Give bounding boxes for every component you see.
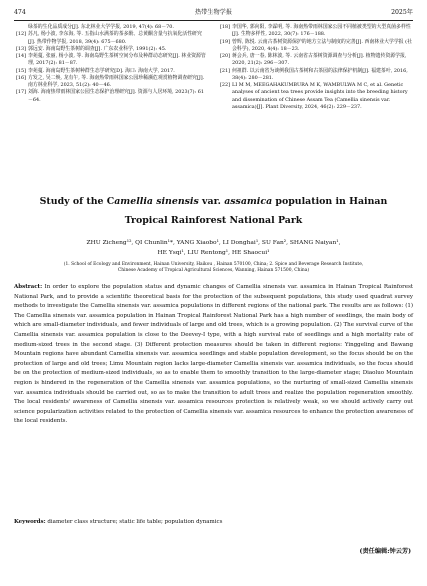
reference-text: LI M M, MEEGAHAKUMBURA M K, WAMBULWA M C, et al. Genetic analyses of ancient tea trees provide insights into the breeding history and dissemination of Chinese Assam Tea (Camellia sinensis var. assamica)[J]. Plant Diversity, 2024, 46(2): 229－237. (232, 82, 408, 110)
reference-number: [17] (16, 89, 27, 96)
author-list (20, 238, 407, 258)
affiliations (20, 262, 407, 275)
references-left-column (16, 24, 206, 104)
reference-item (220, 82, 415, 111)
reference-number: [22] (220, 82, 231, 88)
authors-line-2: HE Ysqi¹, LIU Rentong¹, HE Shaocui¹ (157, 250, 270, 256)
reference-item (16, 31, 206, 46)
reference-item (16, 53, 206, 68)
reference-number: [13] (16, 45, 27, 52)
paper-title (14, 192, 413, 230)
page-number: 474 (14, 9, 26, 16)
reference-item (16, 75, 206, 90)
affiliation-line-1: (1. School of Ecology and Environment, Hainan University, Haikou , Hainan 570100, China; 2. Spice and Beverage Research Institute, (63, 262, 364, 267)
reference-text: 苏凡, 杨小波, 李东海, 等. 五指山水满茶的茶多酚、总黄酮含量与抗氧化活性研究[J]. 热带作物学报, 2018, 39(4): 675－680. (28, 31, 202, 45)
reference-item (16, 68, 206, 75)
reference-number: [21] (220, 67, 231, 74)
reference-number: [12] (16, 31, 27, 38)
reference-text: 曾辉, 陈悦. 云南古茶树资源保护的地方立法与制度的完善[J]. 西南林业大学学报 (社会科学), 2020, 4(4): 18－23. (232, 38, 412, 52)
reference-number: [16] (16, 74, 27, 81)
reference-item (220, 68, 415, 83)
running-header (14, 8, 413, 20)
reference-text: 郭远安. 海南岛野生茶树的调查[J]. 广东农业科学, 1991(2): 45. (28, 45, 167, 52)
reference-item (16, 89, 206, 104)
abstract-text: In order to explore the population status and dynamic changes of Camellia sinensis var. assamica in Hainan Tropical Rainforest National Park, and to provide a scientific theoretical basis for the protection of the subsequent populations, this study used quadrat survey methods to investigate the Camellia sinensis var. assamica populations in different regions of the national park. The results are as follows: (1) The Camellia sinensis var. assamica population in Hainan Tropical Rainforest National Park has a high number of seedlings, the main body of which are small-diameter individuals, and fewer individuals of large and old trees, which is a growing population. (2) The survival curve of the Camellia sinensis var. assamica population is close to the Deevey-I type, with a high survival rate of seedlings and a high mortality rate of medium-sized trees in the second stage. (3) Different protection measures should be taken in different regions: Yinggeling and Bawang Mountain regions have abundant Camellia sinensis var. assamica seedlings and stable population development, so the focus should be on the protection of large and old trees; Limu Mountain region lacks large-diameter Camellia sinensis var. assamica individuals, so the focus should be on the protection of medium-sized individuals, so as to enable them to smoothly transition to the large-diameter stage; Diaoluo Mountain region is hindered in the regeneration of the Camellia sinensis var. assamica populations, so the nurturing of small-sized Camellia sinensis var. assamica individuals should be carried out, so as to make the transition to adult trees and realize the population regeneration smoothly. The local residents' awareness of Camellia sinensis var. assamica resources protection is relatively weak, so we should actively carry out science popularization activities related to the protection of Camellia sinensis var. assamica resources to enhance the protection awareness of the local residents. (14, 284, 413, 425)
title-line-2: Tropical Rainforest National Park (124, 215, 303, 226)
abstract (14, 283, 413, 427)
reference-number: [20] (220, 53, 231, 59)
authors-line-1: ZHU Zicheng¹², QI Chunlin¹*, YANG Xiaobo¹, LI Donghai¹, SU Fan², SHANG Naiyan¹, (86, 240, 341, 246)
keywords-label: Keywords: (14, 519, 46, 525)
responsible-editor: (责任编辑:钟云芳) (359, 548, 411, 555)
reference-number: [18] (220, 24, 231, 30)
affiliation-line-2: Chinese Academy of Tropical Agricultural Sciences, Wanning, Hainan 571500, China) (117, 268, 310, 274)
reference-text: 刘海. 海南热带雨林国家公园生态保护治理研究[J]. 资源与人居环境, 2023(7): 61－64. (28, 89, 204, 103)
references-right-column (220, 24, 415, 111)
reference-number: [19] (220, 38, 231, 45)
title-line-1: Study of the Camellia sinensis var. assamica population in Hainan (39, 196, 388, 207)
reference-text: 方发之, 吴二焕, 龙有午, 等. 海南热带雨林国家公园珍稀濒危观赏植物调查研究[J]. 南方林业科学, 2023, 51(2): 40－46. (28, 74, 205, 88)
reference-text: 李苑蔓. 海南岛野生茶树种群生态学研究[D]. 海口: 海南大学, 2017. (28, 67, 175, 74)
reference-text: 蒋会兵, 唐一春, 陈林波, 等. 云南省古茶树资源调查与分析[J]. 植物遗传资源学报, 2020, 21(2): 296－307. (232, 53, 407, 67)
abstract-label: Abstract: (14, 284, 43, 290)
header-divider (14, 20, 413, 21)
header-year: 2025年 (391, 9, 413, 16)
reference-item (220, 24, 415, 39)
reference-text: 李国华, 郭向阳, 李霖明, 等. 海南热带雨林国家公园不同植被类型的大型真菌多样性[J]. 生物多样性, 2022, 30(7): 176－188. (232, 24, 411, 38)
reference-text: 绿茶的生化品质成分[J]. 东北林业大学学报, 2019, 47(4): 68－70. (28, 24, 174, 30)
keywords (14, 518, 413, 527)
reference-number: [14] (16, 53, 27, 59)
reference-item (220, 39, 415, 54)
reference-item (16, 46, 206, 53)
reference-number (16, 24, 28, 31)
keywords-text: diameter class structure; static life table; population dynamics (47, 519, 223, 525)
journal-name: 热带生物学报 (194, 9, 233, 16)
reference-number: [15] (16, 67, 27, 74)
reference-text: 何祖群. 以云南省为谈例我国古茶树和古茶园的法律保护机制[J]. 福建茶叶, 2016, 38(4): 280－281. (232, 67, 408, 81)
reference-text: 李苑蔓, 张丽, 杨小波, 等. 海南岛野生茶树空间分布及种群动态研究[J]. 林业资源管理, 2017(2): 81－87. (28, 53, 206, 67)
reference-item (220, 53, 415, 68)
